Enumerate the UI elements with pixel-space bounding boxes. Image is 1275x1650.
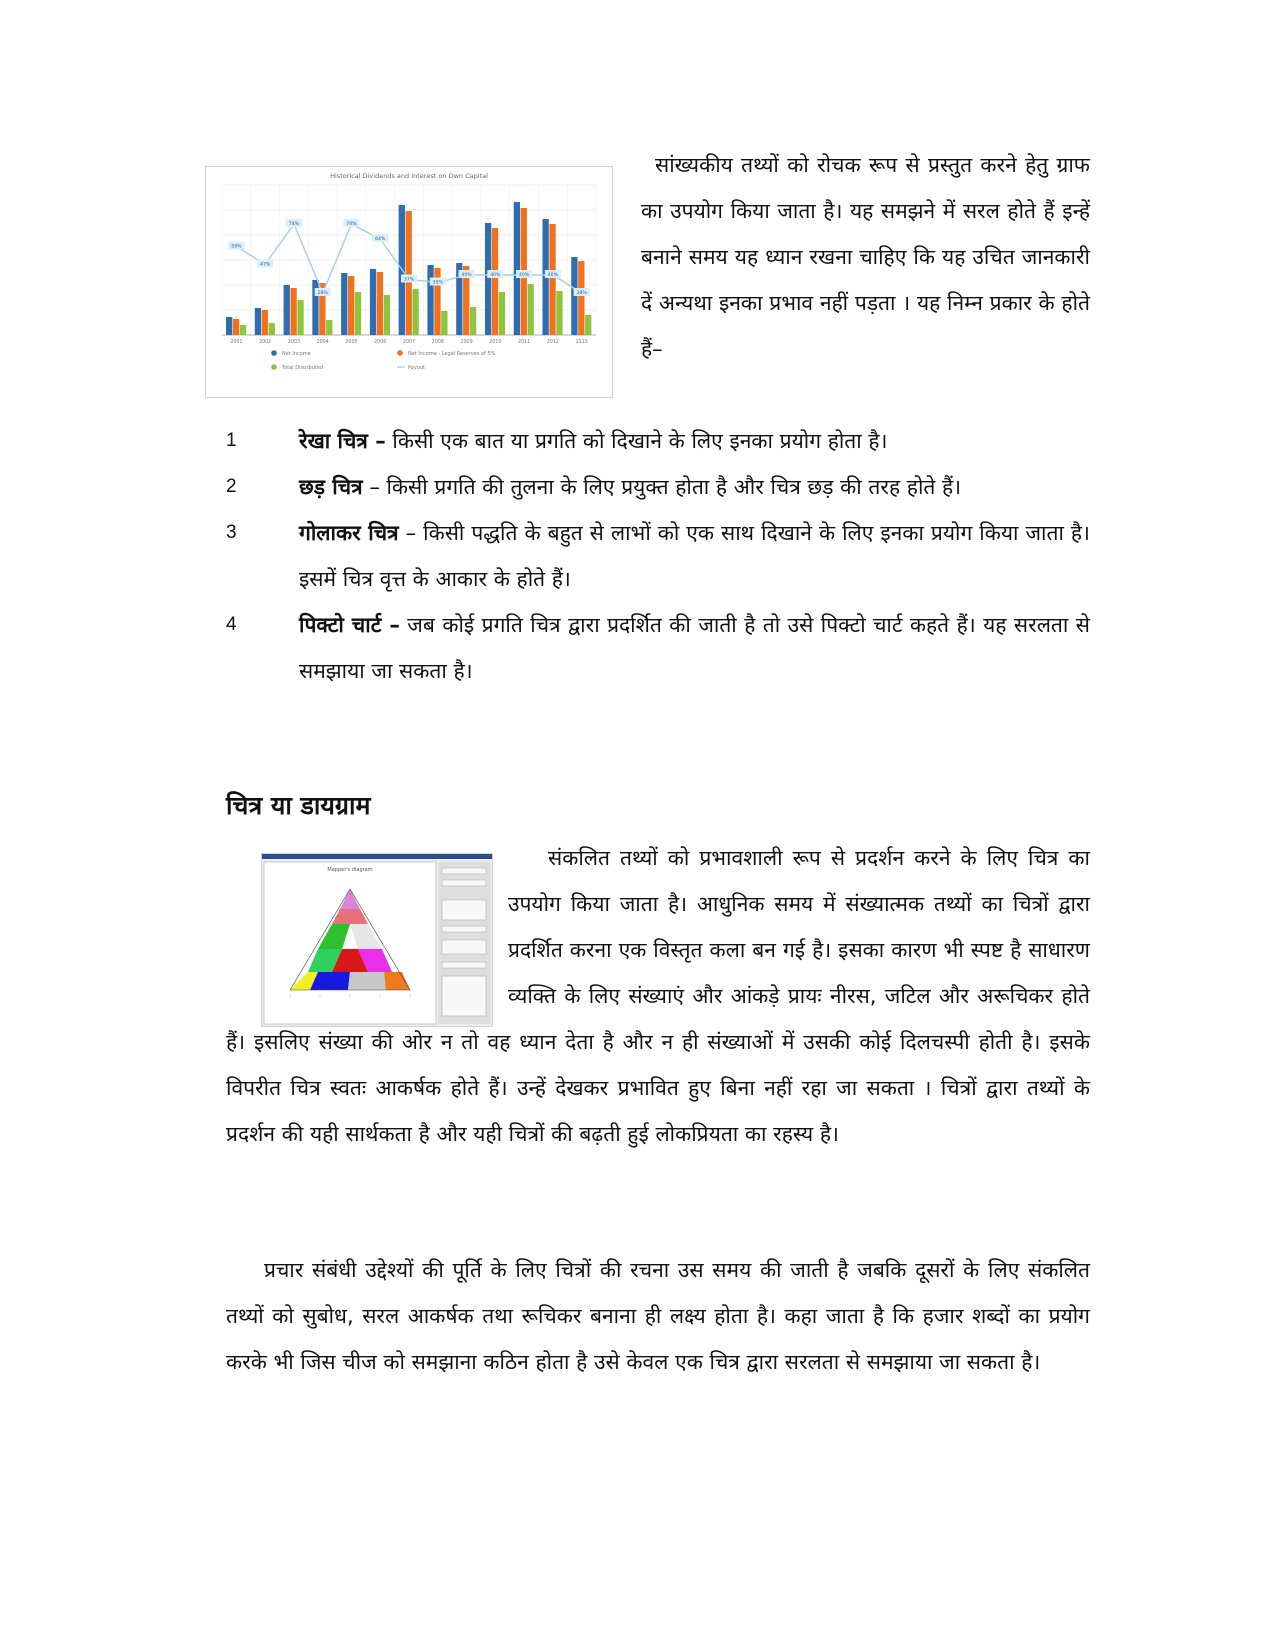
diagram-canvas — [264, 862, 436, 1024]
x-tick-label: 2004 — [316, 340, 329, 345]
chart-title: Historical Dividends and Interest on Own Capital — [330, 172, 488, 180]
bar — [556, 291, 562, 335]
list-text: जब कोई प्रगति चित्र द्वारा प्रदर्शित की जाती है तो उसे पिक्टो चार्ट कहते हैं। यह सरलता से समझाया जा सकता है। — [299, 613, 1090, 683]
payout-label: 40% — [518, 273, 530, 278]
x-tick-label: 2003 — [287, 340, 301, 345]
bar — [290, 288, 296, 335]
panel-row — [442, 868, 486, 874]
bar — [269, 323, 275, 335]
list-term: छड़ चित्र — [299, 475, 363, 499]
bar — [549, 224, 555, 335]
bar — [355, 292, 361, 335]
payout-label: 35% — [432, 280, 443, 286]
payout-label: 37% — [403, 277, 415, 283]
list-item — [226, 602, 1090, 694]
bar — [441, 311, 447, 335]
diagram-title: Mapper's diagram — [327, 867, 373, 873]
legend-swatch — [271, 350, 277, 356]
intro-paragraph: सांख्यकीय तथ्यों को रोचक रूप से प्रस्तुत करने हेतु ग्राफ का उपयोग किया जाता है। यह समझने में सरल होते हैं इन्हें बनाने समय यह ध्यान रखना चाहिए कि यह उचित जानकारी दें अन्यथा इनका प्रभाव नहीं पड़ता । यह निम्न प्रकार के होते हैं– — [641, 153, 1090, 361]
payout-label: 74% — [288, 222, 300, 227]
x-tick-label: 2011 — [517, 340, 531, 345]
bar — [262, 310, 268, 335]
window-titlebar — [262, 854, 492, 859]
x-tick-label: 2005 — [345, 340, 358, 345]
payout-label: 47% — [260, 262, 271, 268]
bar — [341, 273, 347, 335]
legend-swatch — [271, 364, 277, 370]
payout-label: 40% — [490, 273, 501, 278]
bar — [240, 325, 246, 335]
x-tick-label: 2009 — [460, 340, 473, 345]
bar — [492, 228, 498, 335]
panel-row — [442, 962, 486, 968]
x-tick-label: 2001 — [230, 340, 243, 345]
panel-box — [442, 940, 486, 954]
legend-label: Payout — [408, 365, 426, 371]
x-tick-label: 2010 — [489, 340, 502, 345]
payout-label: 28% — [317, 291, 328, 296]
payout-label: 40% — [461, 273, 472, 278]
bar — [585, 315, 591, 335]
panel-row — [442, 926, 486, 932]
list-term: रेखा चित्र – — [299, 429, 386, 453]
list-number: 1 — [226, 430, 237, 451]
panel-row — [442, 880, 486, 886]
list-number: 3 — [226, 522, 237, 543]
bar — [326, 320, 332, 335]
payout-label: 74% — [346, 222, 357, 227]
bar — [233, 319, 239, 335]
x-tick-label: 2007 — [402, 340, 416, 345]
x-tick-label: 1S13 — [575, 340, 588, 345]
chart-types-list — [226, 418, 1090, 694]
bar — [578, 261, 584, 335]
payout-label: 64% — [375, 237, 386, 242]
bar — [528, 284, 534, 335]
section-heading: चित्र या डायग्राम — [226, 791, 371, 820]
list-text: – किसी पद्धति के बहुत से लाभों को एक साथ दिखाने के लिए इनका प्रयोग किया जाता है। इसमें चित्र वृत्त के आकार के होते हैं। — [299, 521, 1090, 591]
dividends-chart-figure — [205, 166, 613, 398]
bar — [377, 272, 383, 335]
payout-label: 59% — [231, 244, 242, 250]
list-item — [226, 510, 1090, 602]
bar — [470, 307, 476, 335]
x-tick-label: 2012 — [546, 340, 559, 345]
bar — [226, 317, 232, 335]
list-text: – किसी प्रगति की तुलना के लिए प्रयुक्त होता है और चित्र छड़ की तरह होते हैं। — [362, 475, 962, 499]
list-term: गोलाकर चित्र — [299, 521, 399, 545]
legend-label: Net Income - Legal Reserves of 5% — [408, 351, 496, 357]
bar — [406, 211, 412, 335]
bar — [370, 269, 376, 335]
bar — [297, 300, 303, 335]
x-tick-label: 2006 — [374, 340, 387, 345]
triangle-diagram-figure — [261, 853, 493, 1027]
section-paragraph-2: प्रचार संबंधी उद्देश्यों की पूर्ति के लिए चित्रों की रचना उस समय की जाती है जबकि दूसरों के लिए संकलित तथ्यों को सुबोध, सरल आकर्षक तथा रूचिकर बनाना ही लक्ष्य होता है। कहा जाता है कि हजार शब्दों का प्रयोग करके भी जिस चीज को समझाना कठिन होता है उसे केवल एक चित्र द्वारा सरलता से समझाया जा सकता है। — [226, 1258, 1090, 1374]
bar — [514, 202, 520, 335]
legend-label: Total Distributed — [282, 365, 324, 371]
bar — [255, 308, 261, 335]
payout-label: 28% — [576, 291, 587, 296]
triangle-diagram — [262, 854, 492, 1026]
bar — [412, 289, 418, 335]
bar — [284, 285, 290, 335]
bar — [427, 265, 433, 335]
bar — [499, 292, 505, 335]
section-paragraph-1-text: संकलित तथ्यों को प्रभावशाली रूप से प्रदर्शन करने के लिए चित्र का उपयोग किया जाता है। आधुनिक समय में संख्यात्मक तथ्यों का चित्रों द्वारा प्रदर्शित करना एक विस्तृत कला बन गई है। इसका कारण भी स्पष्ट है साधारण व्यक्ति के लिए संख्याएं और आंकड़े प्रायः नीरस, जटिल और अरूचिकर होते हैं। इसलिए संख्या की ओर न तो वह ध्यान देता है और न ही संख्याओं में उसकी कोई दिलचस्पी होती है। इसके विपरीत चित्र स्वतः आकर्षक होते हैं। उन्हें देखकर प्रभावित हुए बिना नहीं रहा जा सकता । चित्रों द्वारा तथ्यों के प्रदर्शन की यही सार्थकता है और यही चित्रों की बढ़ती हुई लोकप्रियता का रहस्य है। — [226, 846, 1090, 1146]
list-item — [226, 418, 1090, 464]
list-item — [226, 464, 1090, 510]
panel-box — [442, 900, 486, 920]
panel-box — [442, 976, 486, 1016]
bar — [348, 276, 354, 335]
list-term: पिक्टो चार्ट – — [299, 613, 400, 637]
payout-label: 40% — [547, 273, 558, 278]
list-number: 2 — [226, 476, 237, 497]
region-grey-lower — [348, 972, 386, 990]
dividends-chart — [206, 167, 612, 397]
x-tick-label: 2002 — [259, 340, 272, 345]
bar — [384, 295, 390, 335]
list-number: 4 — [226, 614, 237, 635]
bar — [485, 223, 491, 335]
legend-swatch — [397, 350, 403, 356]
list-text: किसी एक बात या प्रगति को दिखाने के लिए इनका प्रयोग होता है। — [385, 429, 888, 453]
x-tick-label: 2008 — [431, 340, 444, 345]
legend-label: Net Income — [282, 351, 311, 357]
